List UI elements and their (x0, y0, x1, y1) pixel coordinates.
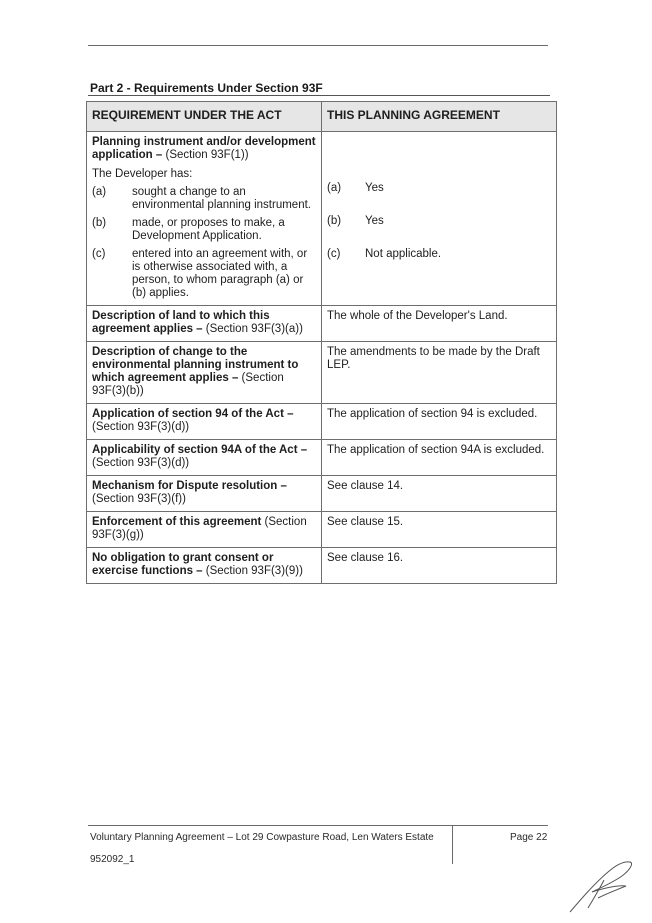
agreement-cell: The application of section 94A is excluded. (322, 440, 557, 476)
answer-text: Yes (365, 182, 384, 194)
footer-document-ref: 952092_1 (90, 854, 135, 865)
answer-item (327, 215, 551, 228)
requirement-title-bold: Planning instrument and/or development application – (92, 136, 316, 161)
requirement-cell (87, 548, 322, 584)
list-item (92, 248, 316, 300)
item-label: (b) (92, 217, 107, 229)
requirement-title-bold: Applicability of section 94A of the Act – (92, 444, 308, 456)
requirement-section-ref: (Section 93F(3)(b)) (92, 372, 284, 397)
requirement-cell (87, 476, 322, 512)
requirement-section-ref: (Section 93F(3)(9)) (202, 565, 303, 577)
table-row (87, 404, 557, 440)
answer-label: (b) (327, 215, 342, 227)
requirement-cell (87, 404, 322, 440)
requirement-cell (87, 512, 322, 548)
requirement-title-bold: Application of section 94 of the Act – (92, 408, 294, 420)
requirement-section-ref: (Section 93F(3)(g)) (92, 516, 307, 541)
agreement-cell: The whole of the Developer's Land. (322, 306, 557, 342)
footer-divider (452, 826, 453, 864)
requirement-cell (87, 440, 322, 476)
item-text: made, or proposes to make, a Development Application. (132, 217, 285, 242)
requirement-title (92, 136, 316, 162)
footer-page-number: Page 22 (510, 832, 548, 843)
answer-label: (c) (327, 248, 341, 260)
requirement-section-ref: (Section 93F(1)) (162, 149, 249, 161)
footer-title: Voluntary Planning Agreement – Lot 29 Cowpasture Road, Len Waters Estate (90, 832, 434, 843)
requirement-section-ref: (Section 93F(3)(d)) (92, 457, 190, 469)
requirement-title-bold: Mechanism for Dispute resolution – (92, 480, 287, 492)
signature-icon (564, 858, 644, 916)
developer-intro: The Developer has: (92, 168, 193, 180)
requirement-cell (87, 306, 322, 342)
list-item (92, 186, 316, 212)
answer-text: Not applicable. (365, 248, 442, 260)
table-row (87, 132, 557, 306)
part-heading: Part 2 - Requirements Under Section 93F (90, 81, 323, 95)
item-label: (c) (92, 248, 106, 260)
agreement-cell: The application of section 94 is excluded. (322, 404, 557, 440)
requirement-cell (87, 342, 322, 404)
footer-rule (88, 825, 548, 826)
answer-label: (a) (327, 182, 342, 194)
item-text: entered into an agreement with, or is otherwise associated with, a person, to whom paragraph (a) or (b) applies. (132, 248, 308, 299)
table-row (87, 512, 557, 548)
requirement-section-ref: (Section 93F(3)(a)) (202, 323, 303, 335)
header-rule (88, 45, 548, 46)
list-item (92, 217, 316, 243)
item-label: (a) (92, 186, 107, 198)
table-header-row (87, 102, 557, 132)
requirement-title-bold: No obligation to grant consent or exercise functions – (92, 552, 274, 577)
header-agreement: THIS PLANNING AGREEMENT (322, 102, 557, 132)
requirement-title-bold: Enforcement of this agreement (92, 516, 262, 528)
header-requirement: REQUIREMENT UNDER THE ACT (87, 102, 322, 132)
answer-text: Yes (365, 215, 384, 227)
agreement-cell (322, 132, 557, 306)
agreement-cell: See clause 14. (322, 476, 557, 512)
requirement-title-bold: Description of land to which this agreement applies – (92, 310, 270, 335)
table-row (87, 306, 557, 342)
requirement-title-bold: Description of change to the environmental planning instrument to which agreement applies – (92, 346, 299, 384)
agreement-cell: The amendments to be made by the Draft LEP. (322, 342, 557, 404)
requirement-cell (87, 132, 322, 306)
agreement-cell: See clause 16. (322, 548, 557, 584)
table-row (87, 476, 557, 512)
item-text: sought a change to an environmental planning instrument. (132, 186, 311, 211)
agreement-cell: See clause 15. (322, 512, 557, 548)
answer-item (327, 248, 551, 261)
table-row (87, 342, 557, 404)
answer-item (327, 182, 551, 195)
requirement-section-ref: (Section 93F(3)(d)) (92, 421, 190, 433)
requirement-section-ref: (Section 93F(3)(f)) (92, 493, 186, 505)
part-heading-rule (88, 95, 550, 96)
table-row (87, 440, 557, 476)
requirements-table (86, 101, 557, 584)
table-row (87, 548, 557, 584)
